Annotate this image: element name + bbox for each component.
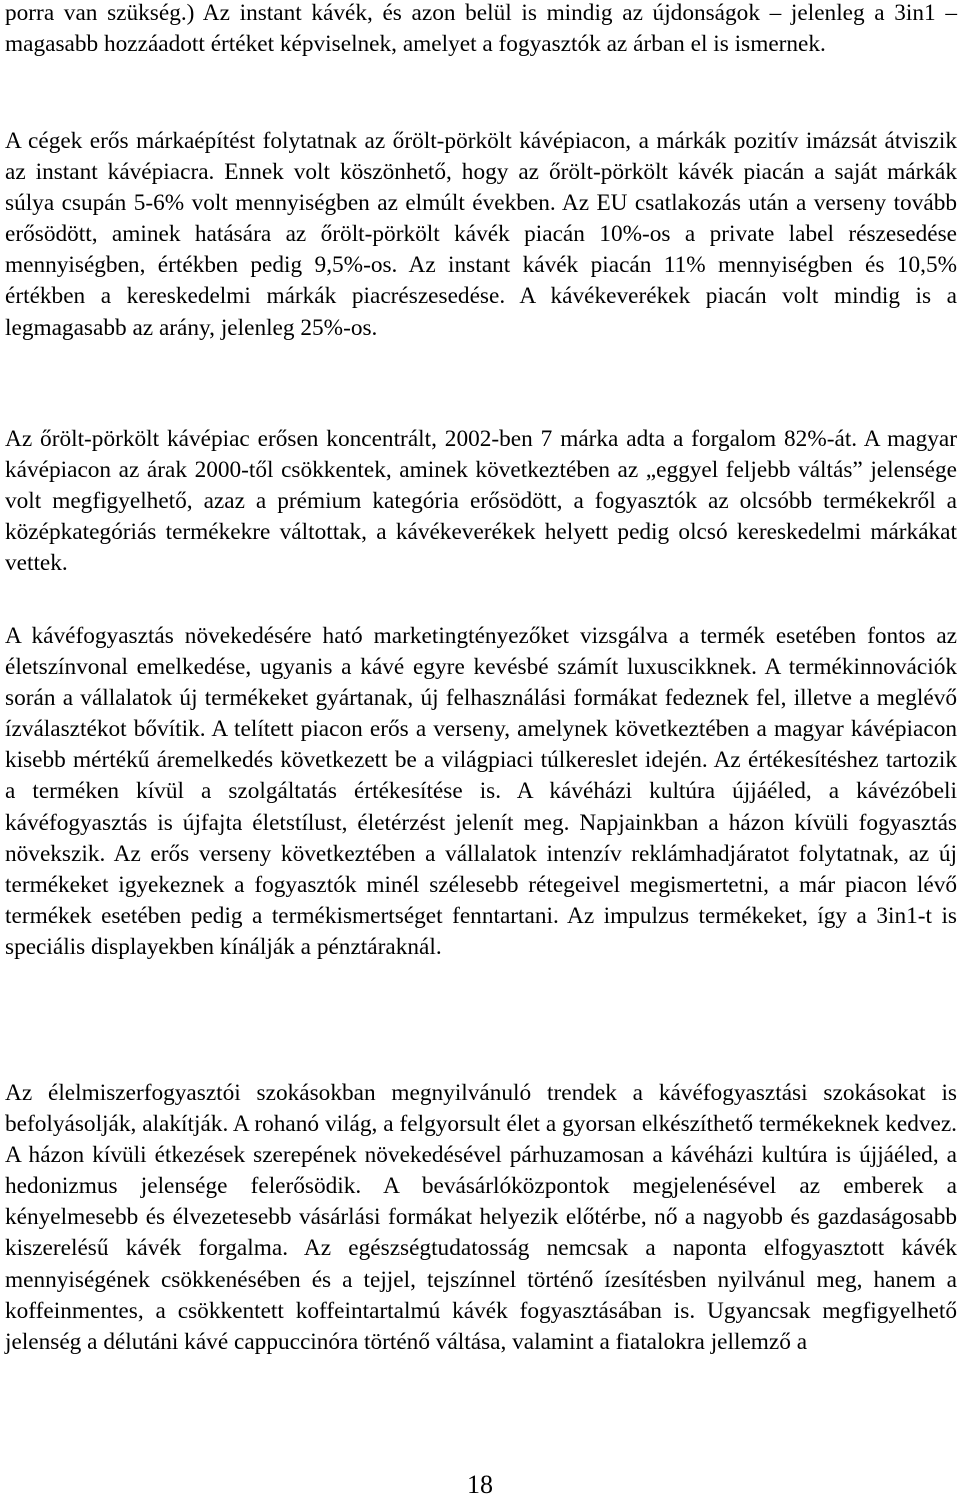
paragraph-consumer-trends: Az élelmiszerfogyasztói szokásokban megnyilvánuló trendek a kávéfogyasztási szokásokat is befolyásolják, alakítják. A rohanó világ, a felgyorsult élet a gyorsan elkészíthető termékeknek kedvez. A házon kívüli étkezések szerepének növekedésével párhuzamosan a kávéházi kultúra is újjáéled, a hedonizmus jelensége felerősödik. A bevásárlóközpontok megjelenésével az emberek a kényelmesebb és élvezetesebb vásárlási formákat helyezik előtérbe, nő a nagyobb és gazdaságosabb kiszerelésű kávék forgalma. Az egészségtudatosság nemcsak a naponta elfogyasztott kávék mennyiségének csökkenésében és a tejjel, tejszínnel történő ízesítésben nyilvánul meg, hanem a koffeinmentes, a csökkentett koffeintartalmú kávék fogyasztásában is. Ugyancsak megfigyelhető jelenség a délutáni kávé cappuccinóra történő váltása, valamint a fiatalokra jellemző a bbox=[5, 1080, 957, 1355]
paragraph-marketing-factors: A kávéfogyasztás növekedésére ható marketingtényezőket vizsgálva a termék esetében fontos az életszínvonal emelkedése, ugyanis a kávé egyre kevésbé számít luxuscikknek. A termékinnovációk során a vállalatok új termékeket gyártanak, új felhasználási formákat fedeznek fel, illetve a meglévő ízválasztékot bővítik. A telített piacon erős a verseny, amelynek következtében a magyar kávépiacon kisebb mértékű áremelkedés következett be a világpiaci túlkereslet idején. Az értékesítéshez tartozik a terméken kívül a szolgáltatás értékesítése is. A kávéházi kultúra újjáéled, a kávézóbeli kávéfogyasztás is újfajta életstílust, életérzést jelenít meg. Napjainkban a házon kívüli fogyasztás növekszik. Az erős verseny következtében a vállalatok intenzív reklámhadjáratot folytatnak, az új termékeket igyekeznek a fogyasztók minél szélesebb rétegeivel megismertetni, a már piacon lévő termékek esetében pedig a termékismertséget fenntartani. Az impulzus termékeket, így a 3in1-t is speciális displayekben kínálják a pénztáraknál. bbox=[5, 623, 957, 960]
paragraph-brand-building: A cégek erős márkaépítést folytatnak az őrölt-pörkölt kávépiacon, a márkák pozitív imázsát átviszik az instant kávépiacra. Ennek volt köszönhető, hogy az őrölt-pörkölt kávék piacán a saját márkák súlya csupán 5-6% volt mennyiségben az elmúlt években. Az EU csatlakozás után a verseny tovább erősödött, aminek hatására az őrölt-pörkölt kávék piacán 10%-os a private label részesedése mennyiségben, értékben pedig 9,5%-os. Az instant kávék piacán 11% mennyiségben és 10,5% értékben a kereskedelmi márkák piacrészesedése. A kávékeverékek piacán volt mindig is a legmagasabb az arány, jelenleg 25%-os. bbox=[5, 128, 957, 341]
paragraph-market-concentration: Az őrölt-pörkölt kávépiac erősen koncentrált, 2002-ben 7 márka adta a forgalom 82%-át. A magyar kávépiacon az árak 2000-től csökkentek, aminek következtében az „eggyel feljebb váltás” jelensége volt megfigyelhető, azaz a prémium kategória erősödött, a fogyasztók az olcsóbb termékekről a középkategóriás termékekre váltottak, a kávékeverékek helyett pedig olcsó kereskedelmi márkákat vettek. bbox=[5, 426, 957, 577]
paragraph-instant-coffee-value: porra van szükség.) Az instant kávék, és azon belül is mindig az újdonságok – jelenleg a 3in1 – magasabb hozzáadott értéket képviselnek, amelyet a fogyasztók az árban el is ismernek. bbox=[5, 0, 957, 58]
page-number: 18 bbox=[467, 1470, 493, 1499]
